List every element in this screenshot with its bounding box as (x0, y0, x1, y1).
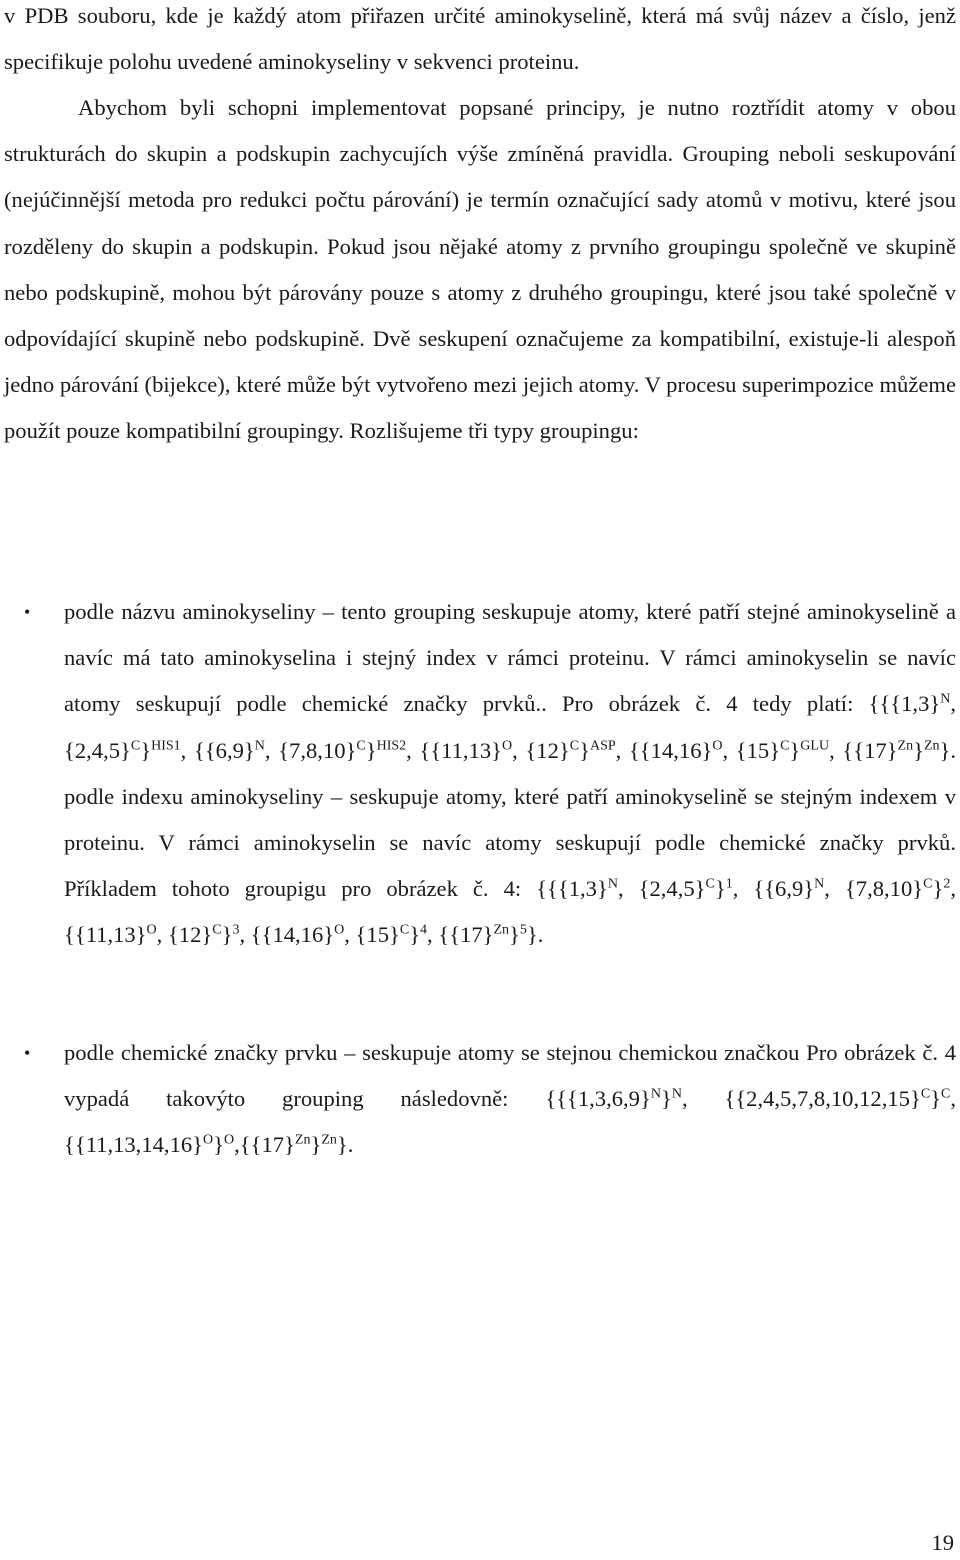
formula-superscript: C (780, 738, 790, 754)
formula-superscript: C (399, 923, 410, 939)
formula-superscript: C (923, 876, 933, 892)
formula-superscript: Zn (321, 1133, 337, 1149)
formula-text: , {7,8,10} (824, 876, 924, 902)
formula-text: }. (336, 1132, 354, 1158)
formula-text: } (913, 737, 924, 763)
formula-text: , {7,8,10} (264, 737, 357, 763)
formula-text: , {{2,4,5,7,8,10,12,15} (681, 1086, 921, 1112)
grouping-text: Abychom byli schopni implementovat popsané principy, je nutno roztřídit atomy v obou strukturách do skupin a podskupin zachycujích výše zmíněná pravidla. Grouping neboli seskupování (nejúčinnější metoda pro redukci počtu párování) je termín označující sady atomů v motivu, které jsou rozděleny do skupin a podskupin. Pokud jsou nějaké atomy z prvního groupingu společně ve skupině nebo podskupině, mohou být párovány pouze s atomy z druhého groupingu, které jsou také společně v odpovídající skupině nebo podskupině. Dvě seskupení označujeme za kompatibilní, existuje-li alespoň jedno párování (bijekce), které může být vytvořeno mezi jejich atomy. V procesu superimpozice můžeme použít pouze kompatibilní groupingy. Rozlišujeme tři typy groupingu: (4, 95, 956, 444)
formula-superscript: C (569, 738, 580, 754)
formula-superscript: Zn (493, 923, 510, 939)
formula-superscript: 3 (232, 923, 240, 939)
formula-text: , {{14,16} (615, 737, 713, 763)
formula-text: } (579, 737, 590, 763)
formula-superscript: O (203, 1133, 214, 1149)
formula-superscript: C (356, 738, 366, 754)
formula-text: } (140, 737, 152, 763)
formula-superscript: N (814, 876, 825, 892)
formula-superscript: C (130, 738, 141, 754)
formula-text: } (509, 922, 520, 948)
formula-text: } (714, 876, 726, 902)
formula-text: } (221, 922, 233, 948)
intro-paragraph (4, 0, 956, 85)
formula-superscript: C (212, 923, 222, 939)
formula-text: }. (939, 737, 956, 763)
formula-superscript: Zn (897, 738, 914, 754)
formula-text: , {15} (344, 922, 400, 948)
formula-text: {{{1,3} (868, 691, 941, 717)
formula-superscript: HIS2 (376, 738, 407, 754)
page-number: 19 (931, 1530, 954, 1555)
formula-text: {{{1,3} (536, 876, 608, 902)
formula-text: , {12} (512, 737, 570, 763)
formula-text: , {{14,16} (239, 922, 335, 948)
formula-superscript: N (940, 692, 951, 708)
formula-text: , {2,4,5} (64, 691, 956, 763)
formula-text: , {12} (156, 922, 213, 948)
formula-superscript: O (146, 923, 157, 939)
formula-superscript: ASP (589, 738, 616, 754)
list-item-text (64, 589, 956, 959)
formula-text: , {2,4,5} (617, 876, 706, 902)
formula-superscript: 2 (943, 876, 951, 892)
list-item-text (64, 1030, 956, 1169)
formula-superscript: C (705, 876, 715, 892)
formula-text: } (789, 737, 801, 763)
formula-superscript: N (254, 738, 265, 754)
bullet-icon: • (24, 602, 31, 622)
formula-text: } (660, 1086, 672, 1112)
item1-intro: podle názvu aminokyseliny – tento grouping seskupuje atomy, které patří stejné aminokyselině a navíc má tato aminokyselina i stejný index v rámci proteinu. V rámci aminokyselin se navíc atomy seskupují podle chemické značky prvků.. Pro obrázek č. 4 tedy platí: (64, 599, 956, 717)
item1-middle: podle indexu aminokyseliny – seskupuje atomy, které patří aminokyselině se stejným indexem v proteinu. V rámci aminokyselin se navíc atomy seskupují podle chemické značky prvků. Příkladem tohoto groupigu pro obrázek č. 4: (64, 783, 956, 902)
formula-text: , {{17} (427, 922, 494, 948)
formula-superscript: N (650, 1086, 661, 1102)
item2-intro: podle chemické značky prvku – seskupuje atomy se stejnou chemickou značkou Pro obrázek č. 4 vypadá takovýto grouping následovně: (64, 1040, 956, 1112)
intro-text: v PDB souboru, kde je každý atom přiřazen určité aminokyselině, která má svůj název a číslo, jenž specifikuje polohu uvedené aminokyseliny v sekvenci proteinu. (4, 3, 956, 75)
formula-text: } (365, 737, 377, 763)
formula-text: , {{6,9} (180, 737, 255, 763)
formula-text: } (930, 1086, 942, 1112)
formula-text: , {15} (722, 737, 781, 763)
formula-superscript: 4 (420, 923, 428, 939)
formula-superscript: O (712, 738, 723, 754)
bullet-icon: • (24, 1043, 31, 1063)
formula-superscript: N (671, 1086, 682, 1102)
formula-superscript: Zn (923, 738, 940, 754)
formula-text: } (409, 922, 421, 948)
formula-text: , {{17} (829, 737, 898, 763)
formula-superscript: 5 (519, 923, 527, 939)
formula-text: , {{11,13} (64, 876, 956, 948)
formula-superscript: C (941, 1086, 951, 1102)
formula-text: } (213, 1132, 224, 1158)
formula-superscript: GLU (800, 738, 830, 754)
formula-text: {{{1,3,6,9} (545, 1086, 651, 1112)
grouping-paragraph (4, 85, 956, 455)
formula-text: , {{6,9} (732, 876, 815, 902)
formula-superscript: HIS1 (151, 738, 181, 754)
formula-text: }. (526, 922, 544, 948)
formula-superscript: O (334, 923, 345, 939)
formula-text: } (932, 876, 944, 902)
formula-superscript: 1 (725, 876, 733, 892)
formula-superscript: N (607, 876, 618, 892)
formula-superscript: O (224, 1133, 235, 1149)
formula-text: ,{{17} (234, 1132, 295, 1158)
formula-text: } (310, 1132, 322, 1158)
formula-superscript: Zn (294, 1133, 311, 1149)
formula-text: , {{11,13,14,16} (64, 1086, 957, 1158)
formula-text: , {{11,13} (406, 737, 503, 763)
formula-superscript: O (502, 738, 513, 754)
formula-superscript: C (920, 1086, 931, 1102)
